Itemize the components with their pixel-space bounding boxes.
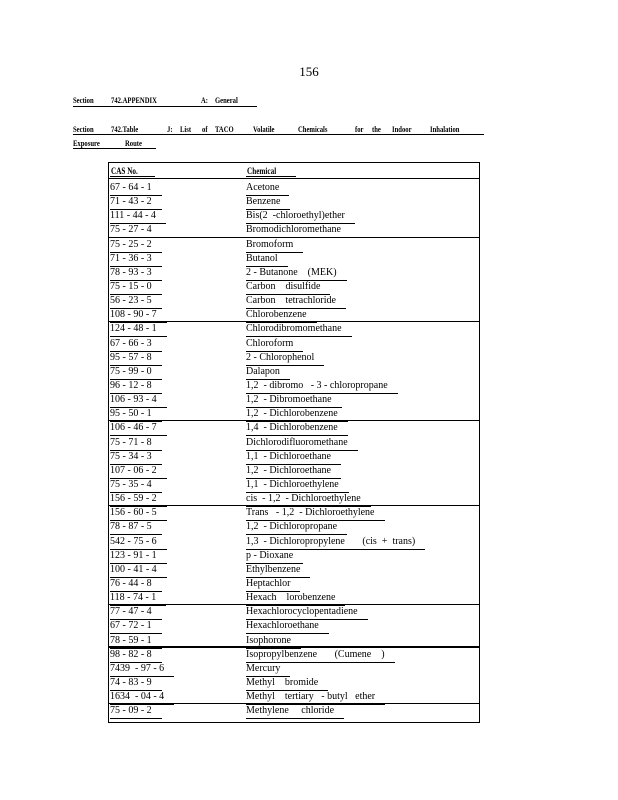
chemical-name: 1,1 - Dichloroethane <box>246 450 341 465</box>
cas-number: 71 - 43 - 2 <box>110 195 162 210</box>
cas-number: 78 - 93 - 3 <box>110 266 162 281</box>
cas-number: 75 - 34 - 3 <box>110 450 162 465</box>
cas-number: 108 - 90 - 7 <box>110 308 167 323</box>
table-line-word: for <box>355 124 364 134</box>
table-row <box>109 407 479 421</box>
table-row <box>109 520 479 534</box>
table-row <box>109 351 479 365</box>
chemical-name: Bis(2 -chloroethyl)ether <box>246 209 355 224</box>
table-row <box>109 379 479 393</box>
header-cas-underline <box>110 176 155 177</box>
chemical-name: 1,2 - Dichloroethane <box>246 464 341 479</box>
table-line-word: Chemicals <box>298 124 328 134</box>
cas-number: 106 - 93 - 4 <box>110 393 167 408</box>
table-line-underline <box>73 134 484 135</box>
chemical-name: Methyl tertiary - butyl ether <box>246 690 385 705</box>
cas-number: 78 - 87 - 5 <box>110 520 162 535</box>
table-row <box>109 634 479 648</box>
section-title: General <box>215 95 238 105</box>
cas-number: 118 - 74 - 1 <box>110 591 166 606</box>
section-underline <box>73 106 257 107</box>
cas-number: 75 - 15 - 0 <box>110 280 162 295</box>
cas-number: 100 - 41 - 4 <box>110 563 167 578</box>
table-row <box>109 266 479 280</box>
table-row <box>109 337 479 351</box>
chemical-name: Bromoform <box>246 238 303 253</box>
cas-number: 77 - 47 - 4 <box>110 605 162 620</box>
chemical-name: 2 - Chlorophenol <box>246 351 324 366</box>
chemical-name: Butanol <box>246 252 288 267</box>
chemical-name: Mercury <box>246 662 290 677</box>
cas-number: 111 - 44 - 4 <box>110 209 166 224</box>
chemical-name: Carbon disulfide <box>246 280 330 295</box>
cas-number: 75 - 35 - 4 <box>110 478 162 493</box>
table-row <box>109 294 479 308</box>
cas-number: 76 - 44 - 8 <box>110 577 162 592</box>
table-line-word: 742.Table <box>111 124 139 134</box>
cas-number: 124 - 48 - 1 <box>110 322 167 337</box>
table-line-word: Exposure <box>73 138 100 148</box>
cas-number: 56 - 23 - 5 <box>110 294 162 309</box>
table-row <box>109 393 479 407</box>
table-row <box>109 662 479 676</box>
table-row <box>109 322 479 336</box>
chemical-name: Dalapon <box>246 365 290 380</box>
chemical-name: 2 - Butanone (MEK) <box>246 266 347 281</box>
table-body <box>109 181 479 718</box>
table-row <box>109 252 479 266</box>
chemical-name: Hexach lorobenzene <box>246 591 345 606</box>
page-number: 156 <box>299 64 319 79</box>
section-letter: A: <box>201 95 209 105</box>
table-row <box>109 280 479 294</box>
table-row <box>109 223 479 237</box>
chemical-name: p - Dioxane <box>246 549 303 564</box>
chemical-name: Carbon tetrachloride <box>246 294 346 309</box>
cas-number: 7439 - 97 - 6 <box>110 662 174 677</box>
chemical-name: Isophorone <box>246 634 301 649</box>
chemical-name: Dichlorodifluoromethane <box>246 436 358 451</box>
table-row <box>109 365 479 379</box>
table-row <box>109 676 479 690</box>
table-row <box>109 492 479 506</box>
header-chemical: Chemical <box>247 166 277 176</box>
section-number: 742.APPENDIX <box>111 95 157 105</box>
table-row <box>109 506 479 520</box>
chemical-name: Hexachloroethane <box>246 619 329 634</box>
cas-number: 75 - 09 - 2 <box>110 704 162 719</box>
chemical-name: Hexachlorocyclopentadiene <box>246 605 368 620</box>
chemical-name: 1,2 - Dichlorobenzene <box>246 407 348 422</box>
table-row <box>109 450 479 464</box>
table-row <box>109 421 479 435</box>
chemical-name: Isopropylbenzene (Cumene ) <box>246 648 395 663</box>
chemical-name: Chloroform <box>246 337 303 352</box>
table-row <box>109 308 479 322</box>
table-row <box>109 619 479 633</box>
cas-number: 75 - 99 - 0 <box>110 365 162 380</box>
table-row <box>109 605 479 619</box>
cas-number: 67 - 66 - 3 <box>110 337 162 352</box>
table-row <box>109 238 479 252</box>
chemical-name: Trans - 1,2 - Dichloroethylene <box>246 506 385 521</box>
table-line-word: Inhalation <box>430 124 460 134</box>
table-row <box>109 478 479 492</box>
table-row <box>109 690 479 704</box>
chemical-name: 1,2 - Dibromoethane <box>246 393 342 408</box>
table-row <box>109 563 479 577</box>
cas-number: 75 - 25 - 2 <box>110 238 162 253</box>
header-cas: CAS No. <box>111 166 138 176</box>
chemical-name: Methylene chloride <box>246 704 344 719</box>
table-row <box>109 591 479 605</box>
table-row <box>109 209 479 223</box>
chemical-name: Acetone <box>246 181 289 196</box>
table-row <box>109 648 479 662</box>
cas-number: 107 - 06 - 2 <box>110 464 167 479</box>
table-line-word: Section <box>73 124 94 134</box>
cas-number: 71 - 36 - 3 <box>110 252 162 267</box>
cas-number: 98 - 82 - 8 <box>110 648 162 663</box>
chemical-name: Ethylbenzene <box>246 563 310 578</box>
table-line-word: Route <box>125 138 142 148</box>
table-line-word: J: <box>167 124 173 134</box>
chemical-name: Methyl bromide <box>246 676 328 691</box>
section-label: Section <box>73 95 94 105</box>
chemical-name: cis - 1,2 - Dichloroethylene <box>246 492 371 507</box>
table-row <box>109 195 479 209</box>
chemical-name: Benzene <box>246 195 290 210</box>
cas-number: 1634 - 04 - 4 <box>110 690 174 705</box>
table-line-word: the <box>372 124 381 134</box>
table-line-underline <box>73 148 156 149</box>
cas-number: 156 - 59 - 2 <box>110 492 167 507</box>
table-line-word: TACO <box>215 124 234 134</box>
cas-number: 78 - 59 - 1 <box>110 634 162 649</box>
table-line-word: of <box>202 124 208 134</box>
chemical-name: 1,2 - dibromo - 3 - chloropropane <box>246 379 398 394</box>
cas-number: 542 - 75 - 6 <box>110 535 167 550</box>
cas-number: 67 - 72 - 1 <box>110 619 162 634</box>
chemical-name: 1,1 - Dichloroethylene <box>246 478 349 493</box>
cas-number: 106 - 46 - 7 <box>110 421 167 436</box>
table-line-word: Volatile <box>253 124 275 134</box>
cas-number: 67 - 64 - 1 <box>110 181 162 196</box>
table-row <box>109 704 479 718</box>
cas-number: 74 - 83 - 9 <box>110 676 162 691</box>
table-row <box>109 577 479 591</box>
chemical-name: 1,4 - Dichlorobenzene <box>246 421 348 436</box>
table-line-word: Indoor <box>392 124 412 134</box>
cas-number: 75 - 71 - 8 <box>110 436 162 451</box>
header-chemical-underline <box>246 176 296 177</box>
cas-number: 75 - 27 - 4 <box>110 223 162 238</box>
header-divider <box>108 178 480 179</box>
chemical-name: 1,3 - Dichloropropylene (cis + trans) <box>246 535 425 550</box>
table-row <box>109 436 479 450</box>
chemical-name: Bromodichloromethane <box>246 223 351 238</box>
cas-number: 156 - 60 - 5 <box>110 506 167 521</box>
chemical-name: Chlorodibromomethane <box>246 322 352 337</box>
chemical-name: 1,2 - Dichloropropane <box>246 520 347 535</box>
chemical-name: Chlorobenzene <box>246 308 317 323</box>
table-row <box>109 549 479 563</box>
table-line-word: List <box>180 124 192 134</box>
cas-number: 123 - 91 - 1 <box>110 549 167 564</box>
cas-number: 96 - 12 - 8 <box>110 379 162 394</box>
cas-number: 95 - 57 - 8 <box>110 351 162 366</box>
chemical-name: Heptachlor <box>246 577 300 592</box>
cas-number: 95 - 50 - 1 <box>110 407 162 422</box>
table-row <box>109 464 479 478</box>
table-row <box>109 181 479 195</box>
table-row <box>109 535 479 549</box>
